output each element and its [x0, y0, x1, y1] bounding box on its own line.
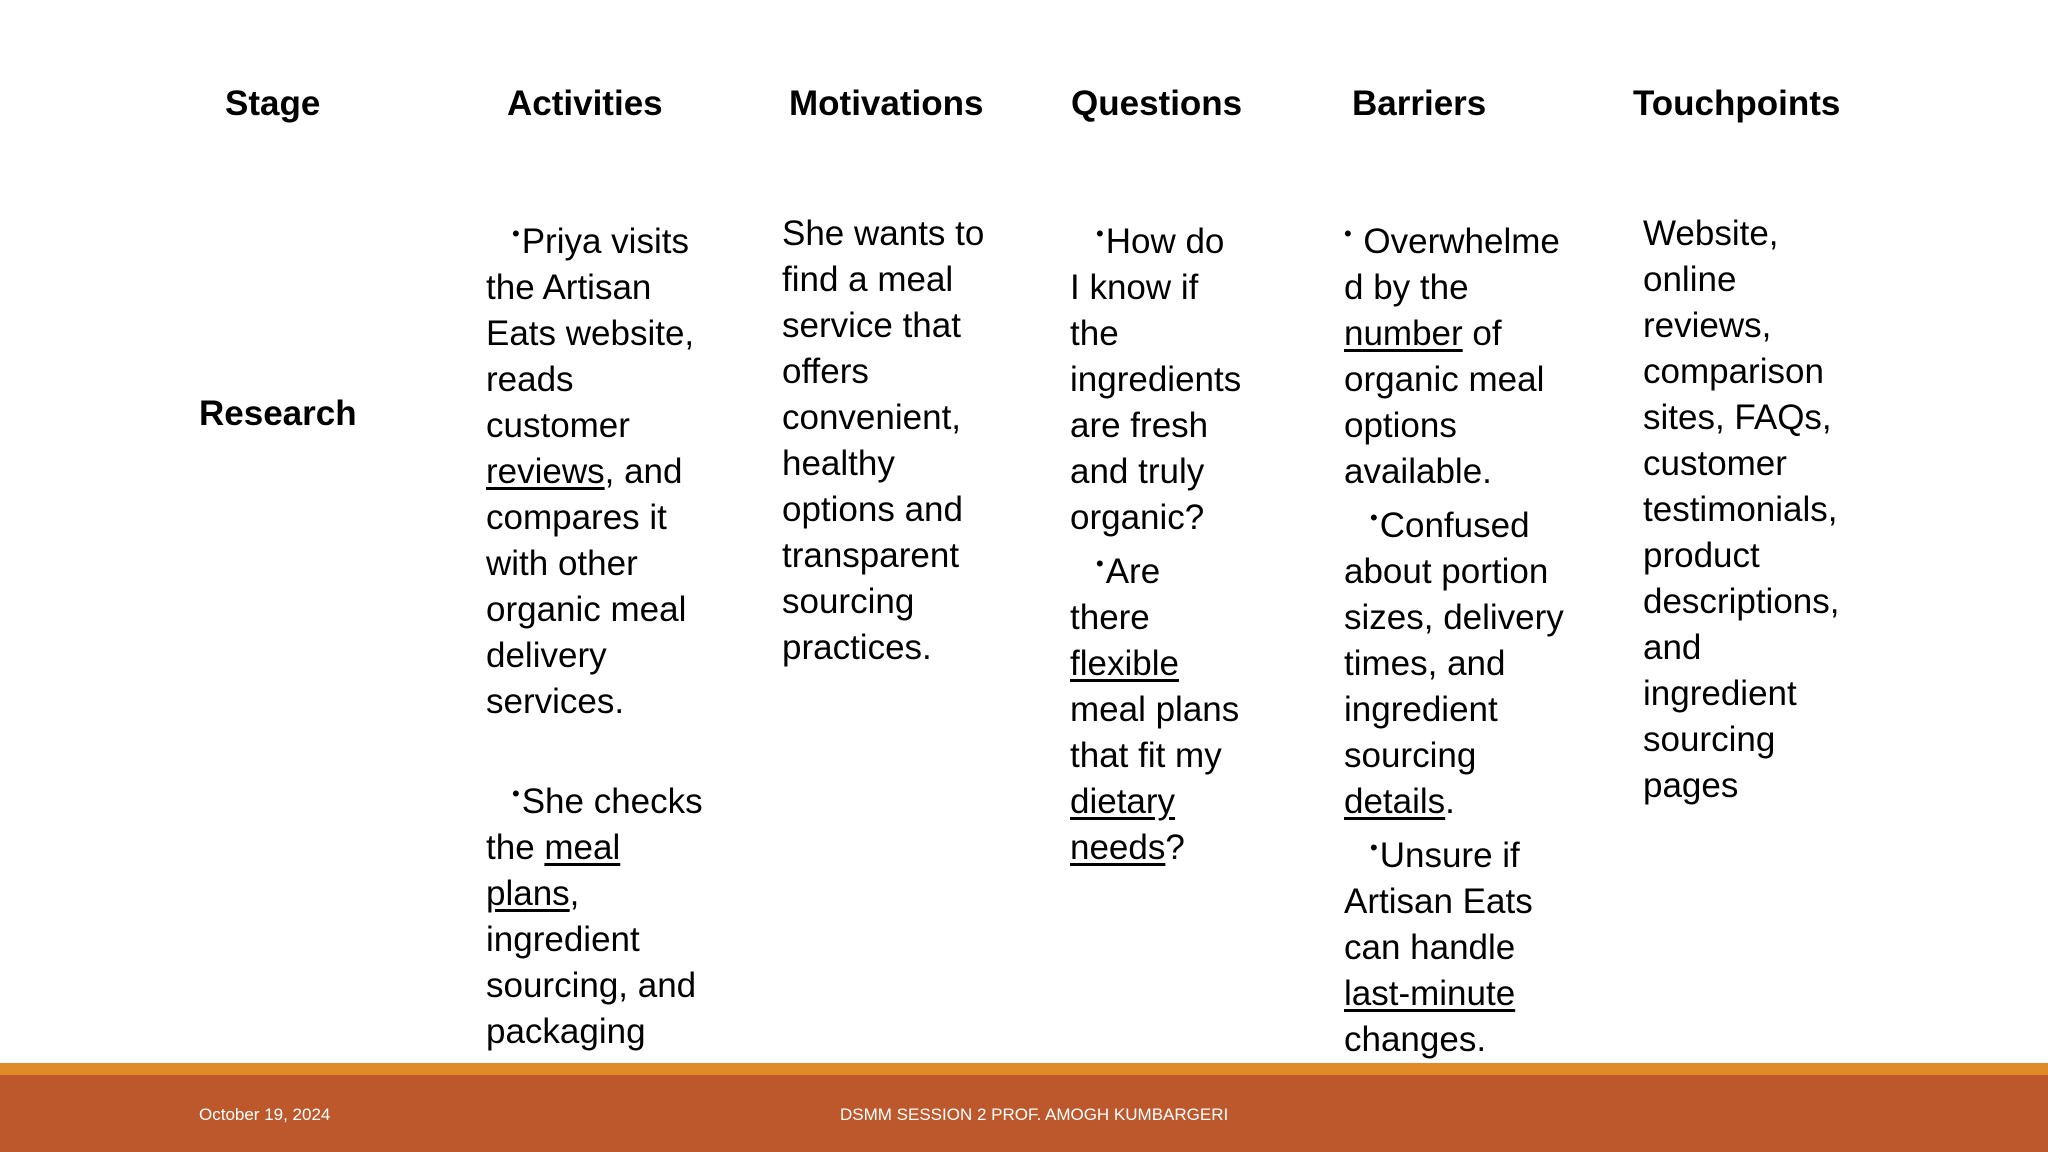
stage-research: Research — [199, 394, 357, 433]
header-stage: Stage — [225, 84, 321, 123]
footer-title: DSMM SESSION 2 PROF. AMOGH KUMBARGERI — [840, 1105, 1229, 1124]
header-touchpoints: Touchpoints — [1633, 84, 1841, 123]
bullet-icon: • — [1370, 835, 1378, 860]
link-last-minute[interactable]: last-minute — [1344, 974, 1516, 1013]
barrier-bullet-2: •Confused — [1344, 495, 1594, 549]
bullet-icon: • — [512, 221, 520, 246]
link-reviews[interactable]: reviews — [486, 452, 605, 491]
link-meal[interactable]: meal — [544, 828, 621, 867]
link-flexible[interactable]: flexible — [1070, 644, 1179, 683]
header-questions: Questions — [1071, 84, 1243, 123]
barriers-cell: • Overwhelme d by the number of organic meal options available. •Confused about portion sizes, delivery times, and ingredient sourcing details. •Unsure if Artisan Eats can handle last-minute changes. — [1344, 211, 1594, 1063]
bullet-icon: • — [512, 781, 520, 806]
bullet-icon: • — [1096, 551, 1104, 576]
link-dietary[interactable]: dietary — [1070, 782, 1176, 821]
touchpoints-cell: Website, online reviews, comparison sites, FAQs, customer testimonials, product descriptions, and ingredient sourcing pages — [1643, 214, 1840, 805]
footer-stripe — [0, 1063, 2048, 1075]
question-bullet-1: •How do — [1070, 211, 1280, 265]
header-barriers: Barriers — [1352, 84, 1487, 123]
bullet-icon: • — [1096, 221, 1104, 246]
header-motivations: Motivations — [789, 84, 984, 123]
barrier-bullet-1: • Overwhelme — [1344, 211, 1594, 265]
question-bullet-2: •Are — [1070, 541, 1280, 595]
link-plans[interactable]: plans — [486, 874, 570, 913]
activity-bullet-1: •Priya visits — [486, 211, 726, 265]
barrier-bullet-3: •Unsure if — [1344, 825, 1594, 879]
motivations-cell: She wants to find a meal service that offers convenient, healthy options and transparent sourcing practices. — [782, 214, 985, 667]
questions-cell: •How do I know if the ingredients are fresh and truly organic? •Are there flexible meal plans that fit my dietary needs? — [1070, 211, 1280, 871]
header-activities: Activities — [507, 84, 663, 123]
footer-date: October 19, 2024 — [199, 1105, 331, 1124]
activities-cell: •Priya visits the Artisan Eats website, reads customer reviews, and compares it with other organic meal delivery services. •She checks the meal plans, ingredient sourcing, and packaging — [486, 211, 726, 1101]
link-details[interactable]: details — [1344, 782, 1446, 821]
link-number[interactable]: number — [1344, 314, 1463, 353]
bullet-icon: • — [1344, 221, 1352, 246]
link-needs[interactable]: needs — [1070, 828, 1166, 867]
activity-bullet-2: •She checks — [486, 771, 726, 825]
bullet-icon: • — [1370, 505, 1378, 530]
